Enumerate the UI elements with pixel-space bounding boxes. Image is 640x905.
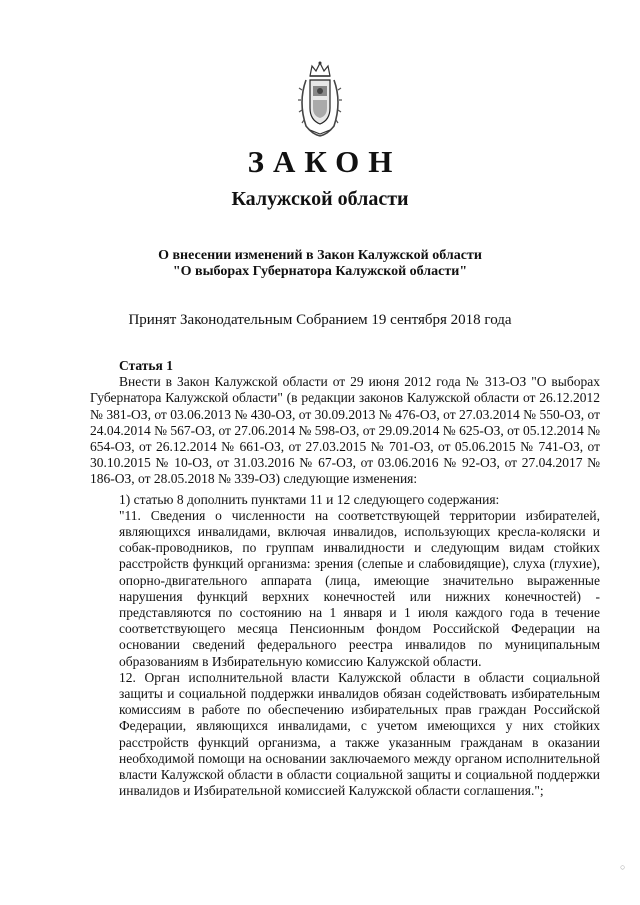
region-name: Калужской области <box>231 188 409 210</box>
point-1: 1) статью 8 дополнить пунктами 11 и 12 следующего содержания: <box>119 491 500 507</box>
subtitle-line-2: "О выборах Губернатора Калужской области" <box>172 264 468 279</box>
article-intro: Внести в Закон Калужской области от 29 июня 2012 года № 313-ОЗ "О выборах Губернатора Калужской области" (в редакции законов Калужской области от 26.12.2012 № 381-ОЗ, от 03.06.2013 № 430-ОЗ, от 30.09.2013 № 476-ОЗ, от 27.03.2014 № 550-ОЗ, от 24.04.2014 № 567-ОЗ, от 27.06.2014 № 598-ОЗ, от 29.09.2014 № 625-ОЗ, от 05.12.2014 № 654-ОЗ, от 26.12.2014 № 661-ОЗ, от 27.03.2015 № 701-ОЗ, от 05.06.2015 № 741-ОЗ, от 30.10.2015 № 10-ОЗ, от 31.03.2016 № 67-ОЗ, от 03.06.2016 № 92-ОЗ, от 27.04.2017 № 186-ОЗ, от 28.05.2018 № 339-ОЗ) следующие изменения: <box>90 374 600 487</box>
law-subtitle <box>0 248 640 280</box>
article-body <box>90 358 600 799</box>
adoption-note: Принят Законодательным Собранием 19 сентября 2018 года <box>128 312 512 328</box>
article-heading: Статья 1 <box>119 358 173 373</box>
subtitle-line-1: О внесении изменений в Закон Калужской области <box>158 248 482 263</box>
new-item-11: "11. Сведения о численности на соответствующей территории избирателей, являющихся инвалидами, включая инвалидов, использующих кресла-коляски и собак-проводников, по группам инвалидности и следующим видам стойких расстройств функций организма: зрения (слепые и слабовидящие), слуха (глухие), опорно-двигательного аппарата (лица, имеющие значительно выраженные нарушения функций верхних конечностей или нижних конечностей) - представляются по состоянию на 1 января и 1 июля каждого года в течение соответствующего месяца Пенсионным фондом Российской Федерации на основании сведений федерального реестра инвалидов по муниципальным образованиям в Избирательную комиссию Калужской области. <box>119 507 600 669</box>
new-item-12: 12. Орган исполнительной власти Калужской области в области социальной защиты и социальной поддержки инвалидов обязан содействовать избирательным комиссиям в работе по обеспечению избирательных прав граждан Российской Федерации, являющихся инвалидами, с учетом имеющихся у них стойких расстройств функций организма, а также указанным гражданам в оказании необходимой помощи на основании заключаемого между органом исполнительной власти Калужской области в области социальной защиты и социальной поддержки инвалидов и Избирательной комиссией Калужской области соглашения."; <box>119 669 600 799</box>
margin-mark: ○ <box>620 862 626 872</box>
law-title: ЗАКОН <box>247 144 402 179</box>
kaluga-coat-of-arms-icon <box>296 60 344 140</box>
